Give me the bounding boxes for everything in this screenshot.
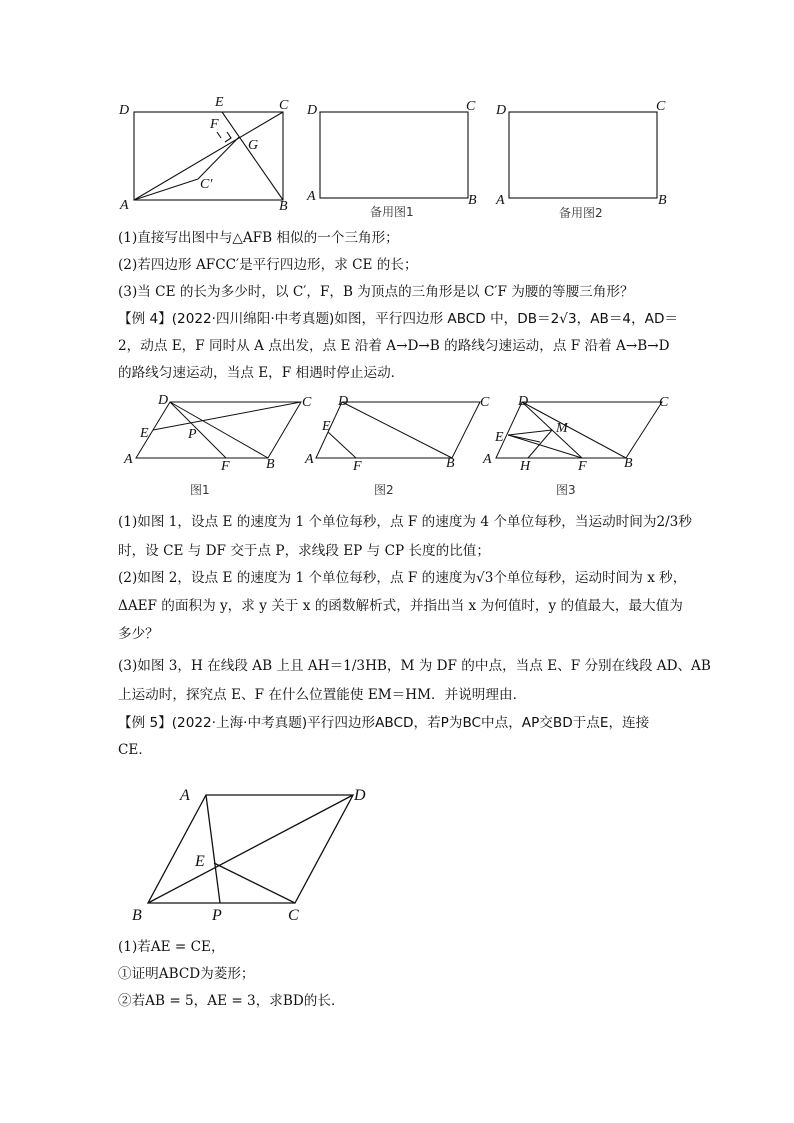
part-1-line-1: (1)如图 1，设点 E 的速度为 1 个单位每秒，点 F 的速度为 4 个单位每秒，当运动时间为2/3秒	[118, 514, 692, 530]
label-C-prime: C′	[200, 177, 213, 192]
caption-spare-1: 备用图1	[370, 205, 414, 219]
label-M: M	[556, 421, 568, 436]
part-2-line-1: (2)如图 2，设点 E 的速度为 1 个单位每秒，点 F 的速度为√3个单位每秒，运动时间为 x 秒，	[118, 570, 687, 586]
label-C: C	[656, 99, 666, 114]
label-B: B	[624, 456, 633, 471]
caption-figure-1: 图1	[190, 483, 210, 497]
caption-figure-2: 图2	[374, 483, 394, 497]
label-E: E	[140, 426, 149, 441]
example-5-line-2: CE．	[118, 742, 152, 758]
figure-parallelogram-abcd	[128, 780, 378, 930]
label-A: A	[124, 452, 133, 467]
question-1-2: (2)若四边形 AFCC′是平行四边形，求 CE 的长；	[118, 257, 418, 273]
label-B: B	[468, 193, 477, 208]
label-C: C	[302, 395, 312, 410]
label-G: G	[248, 138, 259, 153]
part-2-line-3: 多少？	[118, 626, 159, 642]
label-D: D	[354, 787, 366, 804]
label-C: C	[466, 99, 476, 114]
caption-spare-2: 备用图2	[559, 206, 603, 220]
example-5-part-1: (1)若AE = CE，	[118, 939, 225, 955]
question-1-1: (1)直接写出图中与△AFB 相似的一个三角形；	[118, 230, 399, 246]
label-P: P	[188, 427, 197, 442]
label-C: C	[659, 395, 669, 410]
label-F: F	[578, 459, 587, 474]
example-4-line-3: 的路线匀速运动，当点 E，F 相遇时停止运动．	[118, 365, 405, 381]
label-A: A	[180, 787, 190, 804]
label-D: D	[307, 103, 318, 118]
label-D: D	[338, 394, 349, 409]
example-5-part-1-b: ②若AB = 5，AE = 3，求BD的长．	[118, 993, 345, 1009]
label-F: F	[353, 459, 362, 474]
example-5-part-1-a: ①证明ABCD为菱形；	[118, 966, 255, 982]
label-C: C	[279, 98, 289, 113]
label-D: D	[496, 103, 507, 118]
label-B: B	[279, 199, 288, 214]
label-E: E	[495, 430, 504, 445]
example-4-line-1: 【例 4】(2022·四川绵阳·中考真题)如图，平行四边形 ABCD 中，DB＝2√3，AB＝4，AD＝	[118, 311, 679, 327]
figure-2	[302, 390, 492, 502]
label-A: A	[307, 189, 316, 204]
label-P: P	[212, 907, 222, 924]
label-B: B	[132, 907, 142, 924]
label-B: B	[266, 457, 275, 472]
label-A: A	[120, 198, 129, 213]
label-E: E	[215, 95, 224, 110]
part-3-line-2: 上运动时，探究点 E、F 在什么位置能使 EM＝HM．并说明理由．	[118, 687, 527, 703]
caption-figure-3: 图3	[556, 483, 576, 497]
label-D: D	[518, 394, 529, 409]
figure-spare-2	[490, 92, 680, 222]
label-H: H	[520, 459, 531, 474]
label-F: F	[210, 117, 219, 132]
label-C: C	[288, 907, 299, 924]
figure-1	[118, 390, 312, 502]
figure-3	[482, 390, 682, 502]
label-D: D	[119, 103, 130, 118]
figure-spare-1	[302, 92, 487, 222]
example-5-line-1: 【例 5】(2022·上海·中考真题)平行四边形ABCD，若P为BC中点，AP交BD于点E，连接	[118, 715, 650, 731]
example-4-line-2: 2，动点 E，F 同时从 A 点出发，点 E 沿着 A→D→B 的路线匀速运动，点 F 沿着 A→B→D	[118, 338, 670, 354]
label-A: A	[496, 193, 505, 208]
figure-main-rectangle	[115, 92, 305, 217]
label-E: E	[322, 419, 331, 434]
label-F: F	[221, 459, 230, 474]
label-C: C	[480, 395, 490, 410]
label-B: B	[446, 456, 455, 471]
part-1-line-2: 时，设 CE 与 DF 交于点 P，求线段 EP 与 CP 长度的比值；	[118, 543, 490, 559]
label-A: A	[305, 452, 314, 467]
label-D: D	[158, 393, 169, 408]
part-3-line-1: (3)如图 3，H 在线段 AB 上且 AH＝1/3HB，M 为 DF 的中点，当点 E、F 分别在线段 AD、AB	[118, 658, 711, 674]
question-1-3: (3)当 CE 的长为多少时，以 C′，F，B 为顶点的三角形是以 C′F 为腰的等腰三角形？	[118, 284, 634, 300]
part-2-line-2: ΔAEF 的面积为 y，求 y 关于 x 的函数解析式，并指出当 x 为何值时，y 的值最大，最大值为	[118, 598, 683, 614]
label-B: B	[658, 193, 667, 208]
label-E: E	[195, 853, 205, 870]
label-A: A	[483, 452, 492, 467]
